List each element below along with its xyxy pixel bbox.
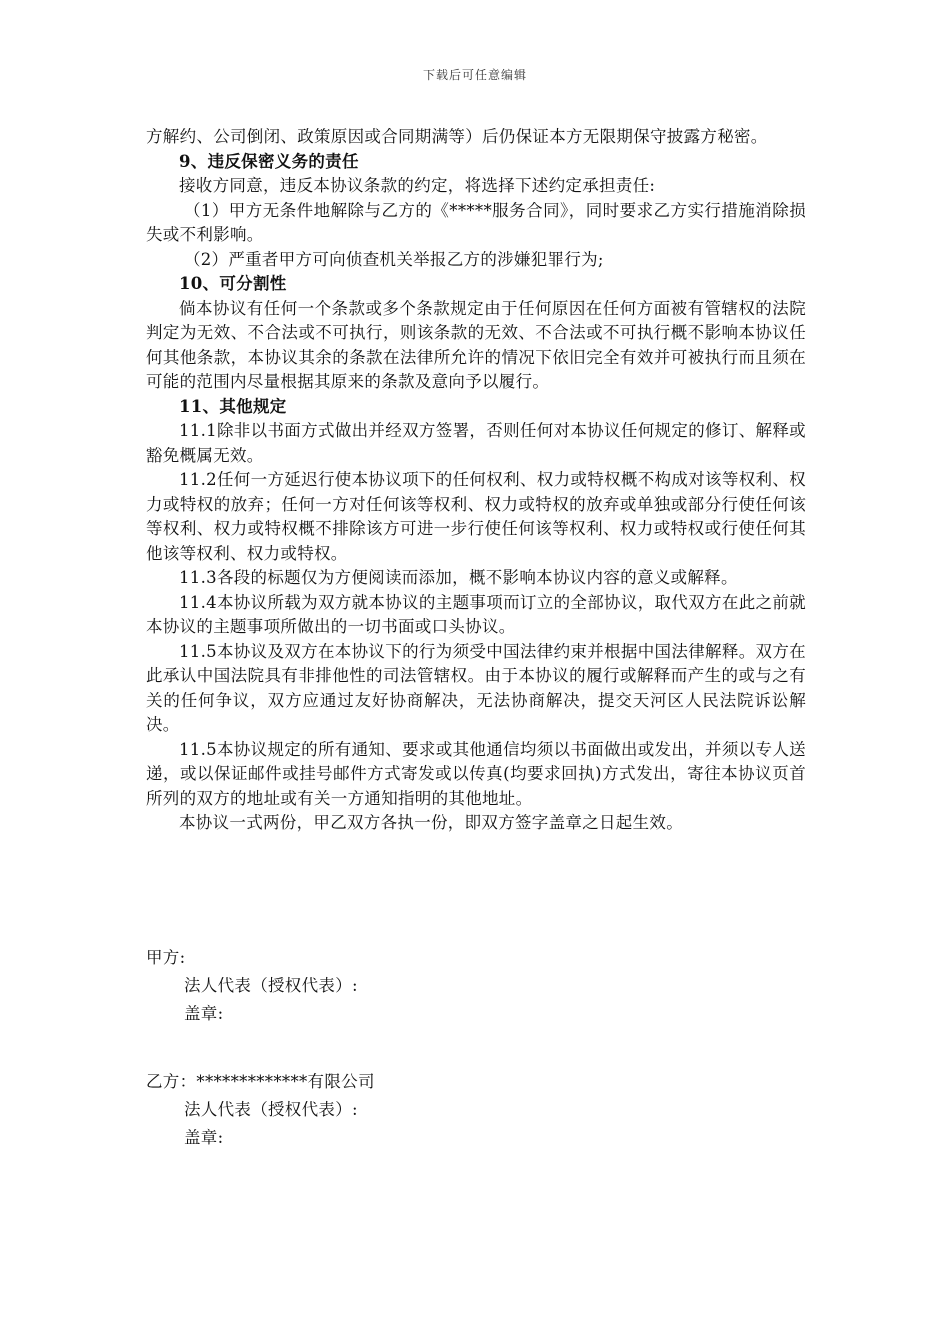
clause-11-1: 11.1除非以书面方式做出并经双方签署，否则任何对本协议任何规定的修订、解释或豁免概属无效。 [146, 421, 806, 465]
section-10-paragraph: 倘本协议有任何一个条款或多个条款规定由于任何原因在任何方面被有管辖权的法院判定为无效、不合法或不可执行，则该条款的无效、不合法或不可执行概不影响本协议任何其他条款，本协议其余的条款在法律所允许的情况下依旧完全有效并可被执行而且须在可能的范围内尽量根据其原来的条款及意向予以履行。 [146, 298, 806, 391]
section-9-heading: 9、违反保密义务的责任 [179, 151, 359, 171]
section-9-item-1: （1）甲方无条件地解除与乙方的《*****服务合同》，同时要求乙方实行措施消除损失或不利影响。 [146, 200, 806, 244]
party-b-seal: 盖章: [184, 1128, 224, 1147]
party-a-signature-block [146, 944, 358, 1028]
section-9-item-2: （2）严重者甲方可向侦查机关举报乙方的涉嫌犯罪行为; [183, 249, 604, 269]
continuation-paragraph: 方解约、公司倒闭、政策原因或合同期满等）后仍保证本方无限期保守披露方秘密。 [146, 127, 768, 146]
clause-11-4: 11.4本协议所载为双方就本协议的主题事项而订立的全部协议，取代双方在此之前就本协议的主题事项所做出的一切书面或口头协议。 [146, 592, 806, 636]
document-body [146, 125, 806, 836]
section-9-intro: 接收方同意，违反本协议条款的约定，将选择下述约定承担责任: [179, 176, 656, 195]
party-b-signature-block [146, 1068, 375, 1152]
clause-11-5-notices: 11.5本协议规定的所有通知、要求或其他通信均须以书面做出或发出，并须以专人送递，或以保证邮件或挂号邮件方式寄发或以传真(均要求回执)方式发出，寄往本协议页首所列的双方的地址或有关一方通知指明的其他地址。 [146, 739, 806, 808]
party-a-seal: 盖章: [184, 1004, 224, 1023]
clause-11-5-law: 11.5本协议及双方在本协议下的行为须受中国法律约束并根据中国法律解释。双方在此承认中国法院具有非排他性的司法管辖权。由于本协议的履行或解释而产生的或与之有关的任何争议，双方应通过友好协商解决，无法协商解决，提交天河区人民法院诉讼解决。 [146, 641, 806, 734]
section-10-heading: 10、可分割性 [179, 274, 287, 293]
party-a-representative: 法人代表（授权代表）: [184, 976, 358, 995]
clause-11-3: 11.3各段的标题仅为方便阅读而添加，概不影响本协议内容的意义或解释。 [179, 568, 738, 587]
section-11-heading: 11、其他规定 [179, 396, 287, 416]
closing-paragraph: 本协议一式两份，甲乙双方各执一份，即双方签字盖章之日起生效。 [179, 813, 683, 832]
clause-11-2: 11.2任何一方延迟行使本协议项下的任何权利、权力或特权概不构成对该等权利、权力或特权的放弃；任何一方对任何该等权利、权力或特权的放弃或单独或部分行使任何该等权利、权力或特权概不排除该方可进一步行使任何该等权利、权力或特权或行使任何其他该等权利、权力或特权。 [146, 470, 806, 563]
party-b-representative: 法人代表（授权代表）: [184, 1100, 358, 1119]
party-b-label: 乙方：*************有限公司 [146, 1072, 375, 1091]
page-header-note: 下载后可任意编辑 [422, 68, 527, 82]
party-a-label: 甲方: [146, 948, 186, 967]
